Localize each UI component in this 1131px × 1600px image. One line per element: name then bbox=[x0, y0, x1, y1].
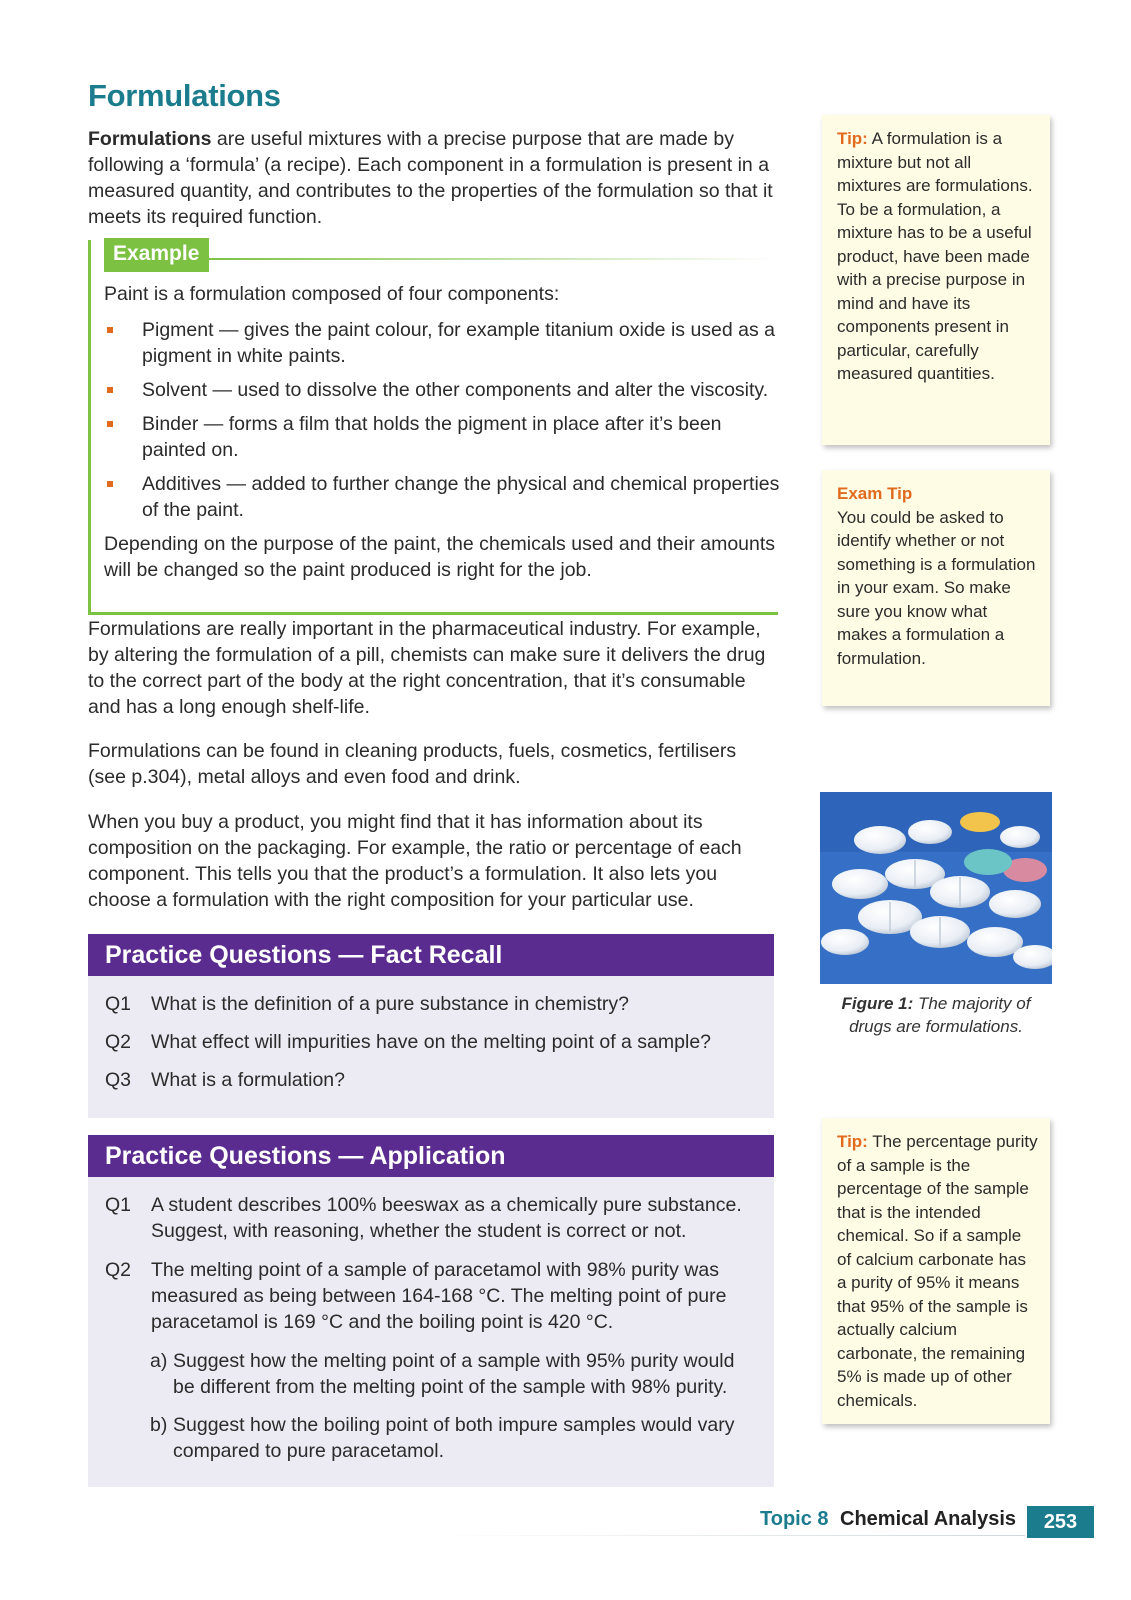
fact-recall-questions bbox=[88, 976, 774, 1118]
question-text: What effect will impurities have on the melting point of a sample? bbox=[151, 1031, 712, 1053]
sub-question-text: Suggest how the boiling point of both impure samples would vary compared to pure paracetamol. bbox=[173, 1414, 735, 1462]
list-item bbox=[104, 411, 784, 463]
intro-text: are useful mixtures with a precise purpose that are made by following a ‘formula’ (a recipe). Each component in a formulation is present in a measured quantity, and contributes to the properties of the formulation so that it meets its required function. bbox=[88, 128, 773, 228]
packaging-paragraph: When you buy a product, you might find that it has information about its composition on the packaging. For example, the ratio or percentage of each component. This tells you that the product’s a formulation. It also lets you choose a formulation with the right composition for your particular use. bbox=[88, 811, 742, 911]
tip-text: The percentage purity of a sample is the percentage of the sample that is the intended chemical. So if a sample of calcium carbonate has a purity of 95% it means that 95% of the sample is actually calcium carbonate, the remaining 5% is made up of other chemicals. bbox=[837, 1132, 1038, 1410]
example-content bbox=[104, 281, 784, 583]
tip-label: Tip: bbox=[837, 1132, 868, 1151]
list-item bbox=[104, 471, 784, 523]
list-item bbox=[104, 377, 784, 403]
question-number: Q1 bbox=[105, 1194, 132, 1216]
question-number: Q3 bbox=[105, 1069, 132, 1091]
question-text: What is the definition of a pure substance in chemistry? bbox=[151, 993, 629, 1015]
figure-label: Figure 1: bbox=[841, 994, 914, 1013]
pills-illustration bbox=[820, 792, 1052, 984]
sub-question-letter: a) bbox=[150, 1350, 168, 1372]
page-title: Formulations bbox=[88, 78, 281, 113]
footer-topic-name: Chemical Analysis bbox=[840, 1508, 1017, 1530]
example-closing: Depending on the purpose of the paint, the chemicals used and their amounts will be changed so the paint produced is right for the job. bbox=[104, 533, 776, 581]
intro-paragraph bbox=[88, 126, 778, 230]
page-number: 253 bbox=[1027, 1506, 1094, 1538]
exam-tip-note bbox=[822, 470, 1050, 706]
bullet-icon bbox=[107, 421, 113, 427]
bullet-icon bbox=[107, 387, 113, 393]
application-heading: Practice Questions — Application bbox=[88, 1135, 774, 1177]
application-questions bbox=[88, 1177, 774, 1487]
exam-tip-text: You could be asked to identify whether or not something is a formulation in your exam. So make sure you know what makes a formulation a formulation. bbox=[837, 507, 1036, 668]
tip-note-purity bbox=[822, 1118, 1050, 1424]
fact-recall-heading: Practice Questions — Fact Recall bbox=[88, 934, 774, 976]
question-text: A student describes 100% beeswax as a chemically pure substance. Suggest, with reasoning, whether the student is correct or not. bbox=[151, 1194, 742, 1242]
bullet-icon bbox=[107, 327, 113, 333]
uses-paragraph: Formulations can be found in cleaning products, fuels, cosmetics, fertilisers (see p.304), metal alloys and even food and drink. bbox=[88, 740, 737, 788]
tip-note bbox=[822, 115, 1050, 445]
bullet-icon bbox=[107, 481, 113, 487]
example-top-rule bbox=[200, 258, 778, 260]
figure-caption-text: The majority of drugs are formulations. bbox=[849, 994, 1031, 1036]
component-list bbox=[104, 317, 784, 523]
pills-photo bbox=[820, 792, 1052, 984]
sub-question-text: Suggest how the melting point of a sample with 95% purity would be different from the melting point of the sample with 98% purity. bbox=[173, 1350, 735, 1398]
exam-tip-label: Exam Tip bbox=[837, 484, 913, 503]
footer-topic: Topic 8 bbox=[760, 1508, 829, 1530]
list-item-text: Solvent — used to dissolve the other components and alter the viscosity. bbox=[142, 379, 769, 401]
question-text: What is a formulation? bbox=[151, 1069, 346, 1091]
tip-text: A formulation is a mixture but not all mixtures are formulations. To be a formulation, a mixture has to be a useful product, have been made with a precise purpose in mind and have its components present in particular, carefully measured quantities. bbox=[837, 129, 1033, 383]
figure-caption bbox=[822, 992, 1050, 1038]
list-item-text: Pigment — gives the paint colour, for example titanium oxide is used as a pigment in white paints. bbox=[142, 319, 775, 367]
sub-question-letter: b) bbox=[150, 1414, 168, 1436]
tip-label: Tip: bbox=[837, 129, 868, 148]
footer-rule bbox=[430, 1535, 1025, 1536]
intro-bold-term: Formulations bbox=[88, 128, 212, 150]
example-label: Example bbox=[104, 238, 209, 272]
list-item-text: Binder — forms a film that holds the pigment in place after it’s been painted on. bbox=[142, 413, 722, 461]
question-number: Q1 bbox=[105, 993, 132, 1015]
list-item bbox=[104, 317, 784, 369]
question-number: Q2 bbox=[105, 1031, 132, 1053]
question-number: Q2 bbox=[105, 1259, 132, 1281]
example-lead: Paint is a formulation composed of four components: bbox=[104, 283, 560, 305]
list-item-text: Additives — added to further change the physical and chemical properties of the paint. bbox=[142, 473, 780, 521]
pharma-paragraph: Formulations are really important in the pharmaceutical industry. For example, by altering the formulation of a pill, chemists can make sure it delivers the drug to the correct part of the body at the right concentration, that it’s consumable and has a long enough shelf-life. bbox=[88, 618, 766, 718]
question-text: The melting point of a sample of paracetamol with 98% purity was measured as being between 164-168 °C. The melting point of pure paracetamol is 169 °C and the boiling point is 420 °C. bbox=[151, 1259, 727, 1333]
